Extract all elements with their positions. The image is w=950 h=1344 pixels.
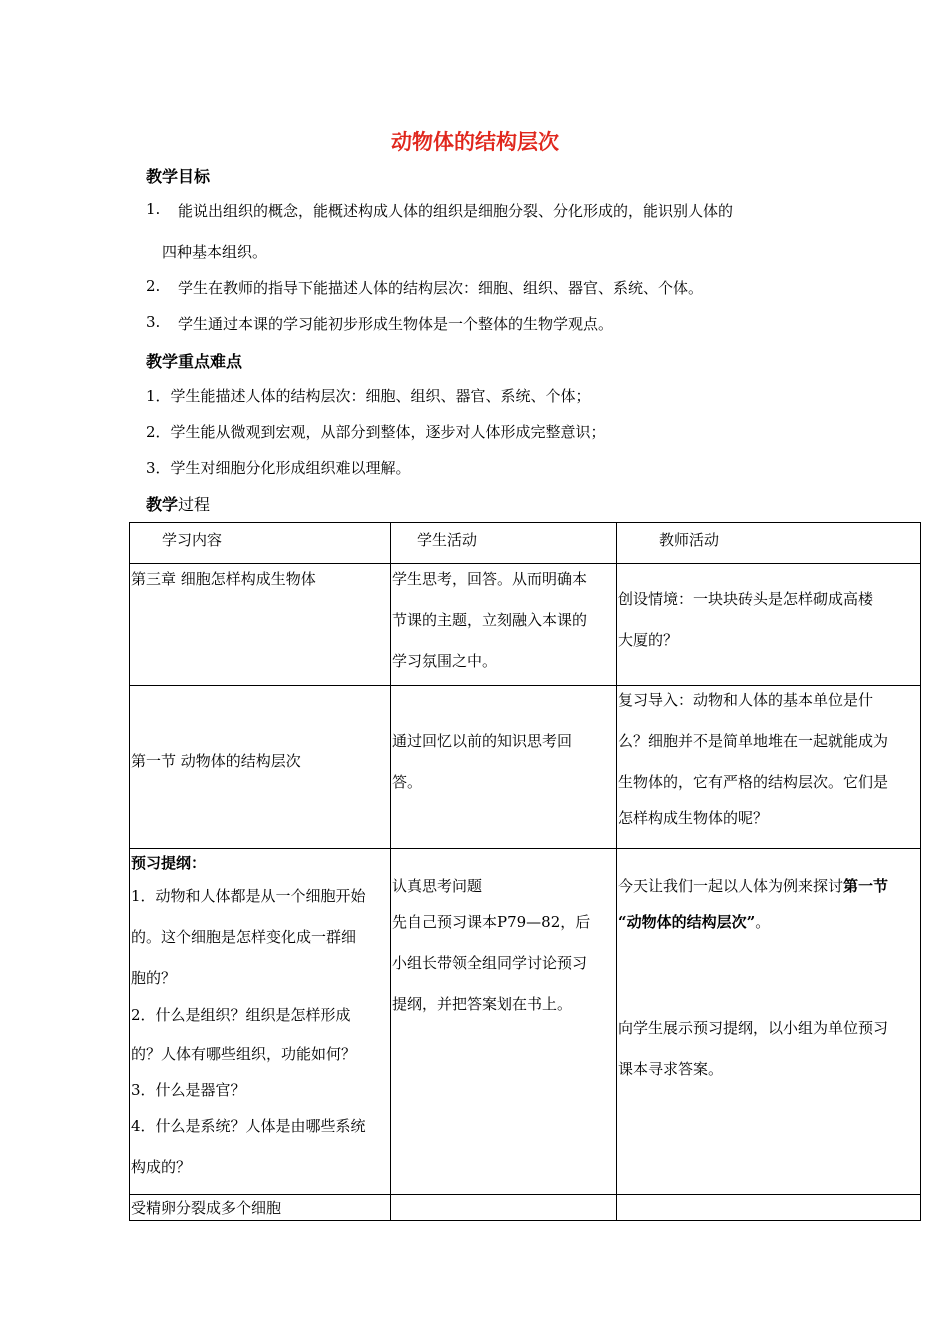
row3-content-line4: 2．什么是组织？组织是怎样形成 — [131, 1006, 351, 1024]
page-title: 动物体的结构层次 — [391, 129, 559, 154]
table-row — [130, 564, 921, 686]
row3-student-line4: 提纲，并把答案划在书上。 — [392, 995, 573, 1013]
row4-content: 受精卵分裂成多个细胞 — [131, 1199, 282, 1217]
table-header-row — [130, 523, 921, 564]
row3-content-line7: 4．什么是系统？人体是由哪些系统 — [131, 1117, 366, 1135]
row1-student-line2: 节课的主题，立刻融入本课的 — [392, 611, 588, 629]
row3-teacher-end: 。 — [755, 913, 771, 931]
keypoint-3: 3．学生对细胞分化形成组织难以理解。 — [146, 459, 411, 477]
table-row — [130, 686, 921, 849]
header-teacher: 教师活动 — [659, 531, 720, 549]
row1-student-line1: 学生思考，回答。从而明确本 — [392, 570, 588, 588]
row3-content-title: 预习提纲： — [131, 854, 207, 872]
row3-teacher-intro-line — [618, 875, 888, 896]
row2-content: 第一节 动物体的结构层次 — [131, 752, 301, 770]
row2-student-line1: 通过回忆以前的知识思考回 — [392, 732, 573, 750]
row1-content: 第三章 细胞怎样构成生物体 — [131, 570, 316, 588]
goal-2-text: 学生在教师的指导下能描述人体的结构层次：细胞、组织、器官、系统、个体。 — [178, 279, 704, 297]
row3-teacher-line2: 课本寻求答案。 — [618, 1060, 724, 1078]
row1-teacher-line2: 大厦的？ — [618, 631, 679, 649]
row2-teacher-line1: 复习导入：动物和人体的基本单位是什 — [618, 691, 874, 709]
goal-1-num: 1. — [146, 200, 161, 218]
row3-content-line8: 构成的？ — [131, 1158, 192, 1176]
goal-1-cont: 四种基本组织。 — [162, 243, 268, 261]
row3-content-line2: 的。这个细胞是怎样变化成一群细 — [131, 928, 357, 946]
row1-teacher-line1: 创设情境：一块块砖头是怎样砌成高楼 — [618, 590, 874, 608]
goal-2-num: 2. — [146, 277, 161, 295]
row2-teacher-line3: 生物体的，它有严格的结构层次。它们是 — [618, 773, 889, 791]
row3-teacher-bold1: 第一节 — [843, 877, 889, 895]
goal-3-text: 学生通过本课的学习能初步形成生物体是一个整体的生物学观点。 — [178, 315, 614, 333]
row2-teacher-line2: 么？细胞并不是简单地堆在一起就能成为 — [618, 732, 889, 750]
row3-teacher-topic-line — [618, 911, 770, 932]
keypoints-heading: 教学重点难点 — [146, 352, 243, 371]
row3-teacher-line1: 向学生展示预习提纲，以小组为单位预习 — [618, 1019, 889, 1037]
row3-student-line3: 小组长带领全组同学讨论预习 — [392, 954, 588, 972]
row3-content-line1: 1．动物和人体都是从一个细胞开始 — [131, 887, 366, 905]
row2-student-line2: 答。 — [392, 773, 423, 791]
table-row — [130, 1195, 921, 1221]
row3-teacher-intro: 今天让我们一起以人体为例来探讨 — [618, 877, 844, 895]
process-heading-rest: 过程 — [178, 495, 211, 514]
row3-content-line6: 3．什么是器官？ — [131, 1081, 246, 1099]
table-row — [130, 849, 921, 1195]
row3-student-line2: 先自己预习课本P79—82，后 — [392, 913, 591, 931]
goals-heading: 教学目标 — [146, 167, 211, 186]
row3-teacher-bold2: “动物体的结构层次” — [618, 913, 756, 931]
process-table — [129, 522, 921, 1221]
goal-3-num: 3. — [146, 313, 161, 331]
row3-content-line3: 胞的？ — [131, 969, 177, 987]
row1-student-line3: 学习氛围之中。 — [392, 652, 498, 670]
row3-content-line5: 的？人体有哪些组织，功能如何？ — [131, 1045, 357, 1063]
keypoint-2: 2．学生能从微观到宏观，从部分到整体，逐步对人体形成完整意识； — [146, 423, 606, 441]
goal-1-text: 能说出组织的概念，能概述构成人体的组织是细胞分裂、分化形成的，能识别人体的 — [178, 202, 734, 220]
keypoint-1: 1．学生能描述人体的结构层次：细胞、组织、器官、系统、个体； — [146, 387, 591, 405]
row2-teacher-line4: 怎样构成生物体的呢？ — [618, 809, 769, 827]
header-content: 学习内容 — [162, 531, 223, 549]
process-heading — [146, 492, 210, 515]
header-student: 学生活动 — [417, 531, 478, 549]
row3-student-line1: 认真思考问题 — [392, 877, 483, 895]
process-heading-bold: 教学 — [146, 495, 179, 514]
